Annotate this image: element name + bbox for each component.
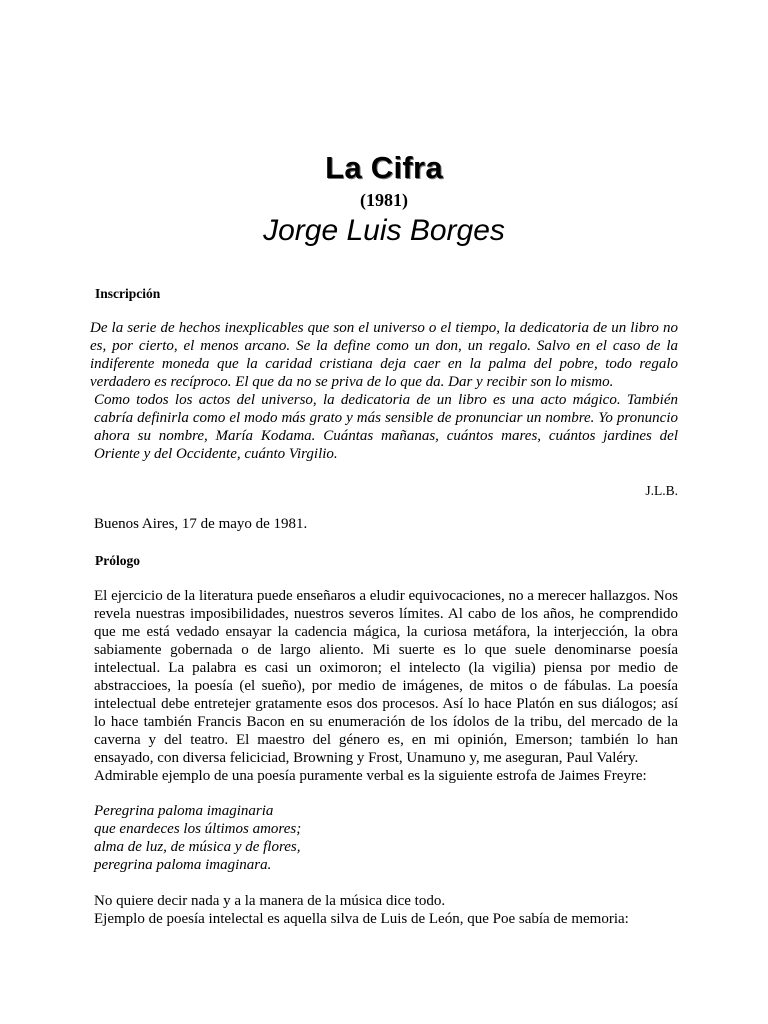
inscripcion-paragraph-1: De la serie de hechos inexplicables que son el universo o el tiempo, la dedicatoria de un libro no es, por cierto, el menos arcano. Se la define como un don, un regalo. Salvo en el caso de la indiferente moneda que la caridad cristiana deja caer en la palma del pobre, todo regalo verdadero es recíproco. El que da no se priva de lo que da. Dar y recibir son lo mismo. (90, 320, 678, 390)
author-name: Jorge Luis Borges (263, 214, 505, 247)
poem-line: Peregrina paloma imaginaria (94, 803, 274, 819)
prologo-paragraph-4: Ejemplo de poesía intelectal es aquella silva de Luis de León, que Poe sabía de memoria: (94, 911, 629, 927)
inscripcion-heading: Inscripción (95, 286, 161, 301)
signature: J.L.B. (645, 483, 678, 498)
publication-year: (1981) (360, 190, 408, 210)
poem-line: alma de luz, de música y de flores, (94, 839, 301, 855)
prologo-paragraph-3: No quiere decir nada y a la manera de la música dice todo. (94, 893, 446, 909)
poem-line: peregrina paloma imaginara. (94, 857, 272, 873)
prologo-text (90, 587, 678, 785)
poem-line: que enardeces los últimos amores; (94, 821, 302, 837)
place-date: Buenos Aires, 17 de mayo de 1981. (94, 516, 308, 532)
poem-stanza (94, 802, 301, 874)
document-title: La Cifra (325, 150, 443, 185)
prologo-paragraph-1: El ejercicio de la literatura puede enseñaros a eludir equivocaciones, no a merecer hallazgos. Nos revela nuestras imposibilidades, nuestros severos límites. Al cabo de los años, he comprendido que me está vedado ensayar la cadencia mágica, la curiosa metáfora, la interjección, la obra sabiamente gobernada o de largo aliento. Mi suerte es lo que suele denominarse poesía intelectual. La palabra es casi un oximoron; el intelecto (la vigilia) piensa por medio de abstraccioes, la poesía (el sueño), por medio de imágenes, de mitos o de fábulas. La poesía intelectual debe entretejer gratamente esos dos procesos. Así lo hace Platón en sus diálogos; así lo hace también Francis Bacon en su enumeración de los ídolos de la tribu, del mercado de la caverna y del teatro. El maestro del género es, en mi opinión, Emerson; también lo han ensayado, con diversa feliciciad, Browning y Frost, Unamuno y, me aseguran, Paul Valéry. (94, 588, 678, 766)
inscripcion-paragraph-2: Como todos los actos del universo, la dedicatoria de un libro es una acto mágico. También cabría definirla como el modo más grato y más sensible de pronunciar un nombre. Yo pronuncio ahora su nombre, María Kodama. Cuántas mañanas, cuántos mares, cuántos jardines del Oriente y del Occidente, cuánto Virgilio. (94, 392, 678, 462)
inscripcion-text (90, 319, 678, 463)
prologo-heading: Prólogo (95, 553, 140, 568)
prologo-paragraph-2: Admirable ejemplo de una poesía puramente verbal es la siguiente estrofa de Jaimes Freyre: (94, 768, 647, 784)
